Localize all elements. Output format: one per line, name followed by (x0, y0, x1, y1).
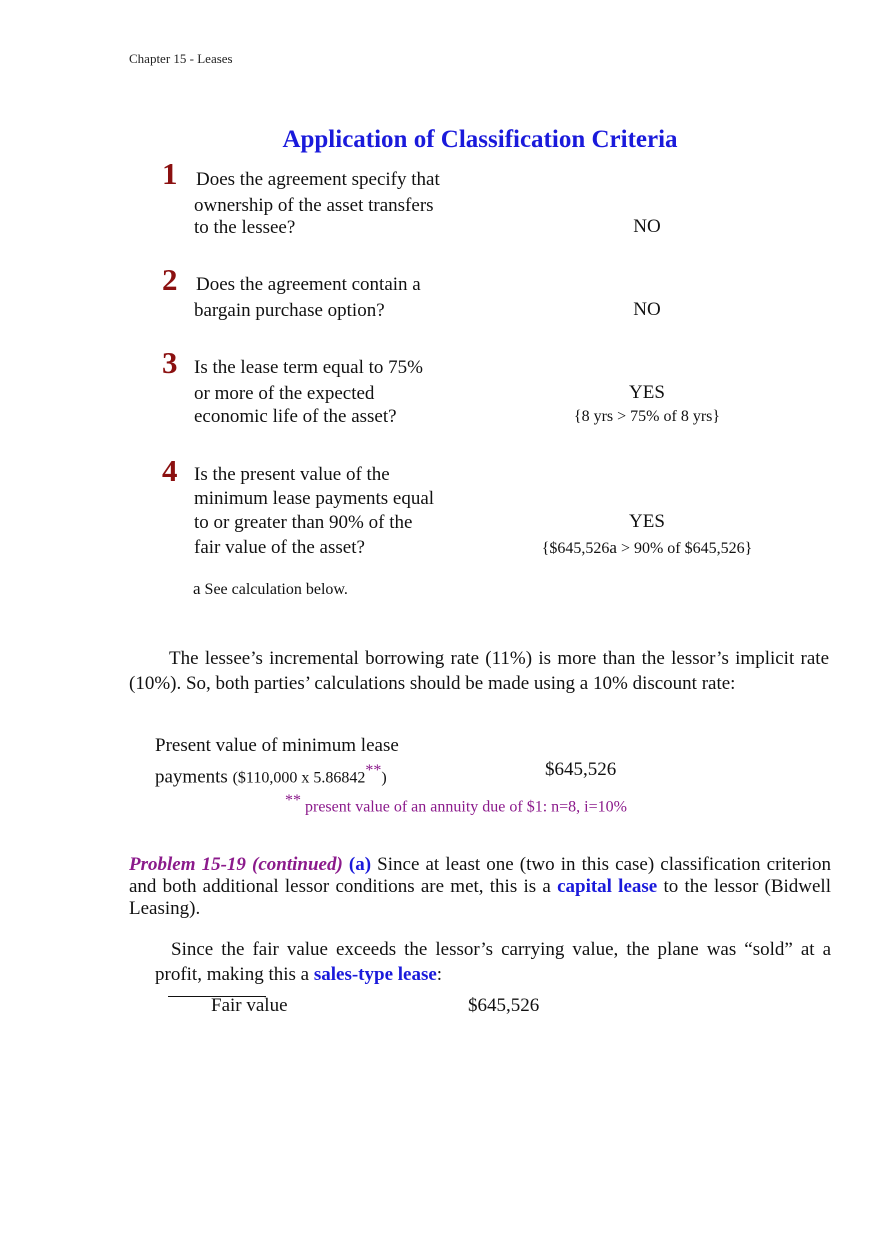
criterion-number: 3 (162, 345, 178, 380)
page-title: Application of Classification Criteria (282, 126, 678, 153)
page-header: Chapter 15 - Leases (129, 51, 233, 66)
criterion-answer: YES (629, 382, 665, 403)
pv-label-line: Present value of minimum lease (155, 735, 399, 756)
criterion-note: {8 yrs > 75% of 8 yrs} (573, 408, 721, 425)
criterion-question-line: to or greater than 90% of the (194, 512, 413, 533)
criterion-number: 2 (162, 262, 178, 297)
capital-lease-term: capital lease (557, 876, 658, 897)
criterion-note: {$645,526a > 90% of $645,526} (541, 538, 753, 557)
criterion-answer: NO (633, 216, 661, 237)
footnote: a See calculation below. (193, 579, 348, 598)
discount-rate-paragraph: The lessee’s incremental borrowing rate (11%) is more than the lessor’s implicit rate (10%). So, both parties’ calculations should be made using a 10% discount rate: (129, 648, 829, 694)
criterion-answer: NO (633, 299, 661, 320)
pv-footnote: ** present value of an annuity due of $1: n=8, i=10% (285, 792, 627, 816)
fair-value-label: Fair value (211, 995, 288, 1016)
criterion-question-line: minimum lease payments equal (194, 488, 435, 509)
criterion-number: 4 (162, 453, 178, 488)
criterion-question-line: Is the present value of the (194, 464, 390, 485)
criterion-question-line: bargain purchase option? (194, 300, 385, 321)
criterion-question-line: to the lessee? (194, 217, 296, 238)
criterion-question-line: ownership of the asset transfers (194, 195, 434, 216)
fair-value-amount: $645,526 (468, 995, 540, 1016)
criterion-question-line: fair value of the asset? (194, 537, 365, 558)
criterion-answer: YES (629, 511, 665, 532)
criterion-question-line: Does the agreement specify that (196, 169, 440, 190)
sales-type-paragraph: Since the fair value exceeds the lessor’s carrying value, the plane was “sold” at a profit, making this a sales-type lease: (155, 939, 831, 985)
criterion-question-line: economic life of the asset? (194, 406, 397, 427)
problem-paragraph: Problem 15-19 (continued) (a) Since at least one (two in this case) classification criterion and both additional lessor conditions are met, this is a capital lease to the lessor (Bidwell Leasing). (129, 854, 831, 919)
criterion-question-line: or more of the expected (194, 383, 375, 404)
criterion-question-line: Is the lease term equal to 75% (194, 357, 423, 378)
criterion-question-line: Does the agreement contain a (196, 274, 421, 295)
pv-value: $645,526 (545, 759, 617, 780)
pv-label-line: payments ($110,000 x 5.86842**) (155, 762, 387, 788)
criterion-number: 1 (162, 156, 178, 191)
sales-type-lease-term: sales-type lease (313, 964, 437, 985)
